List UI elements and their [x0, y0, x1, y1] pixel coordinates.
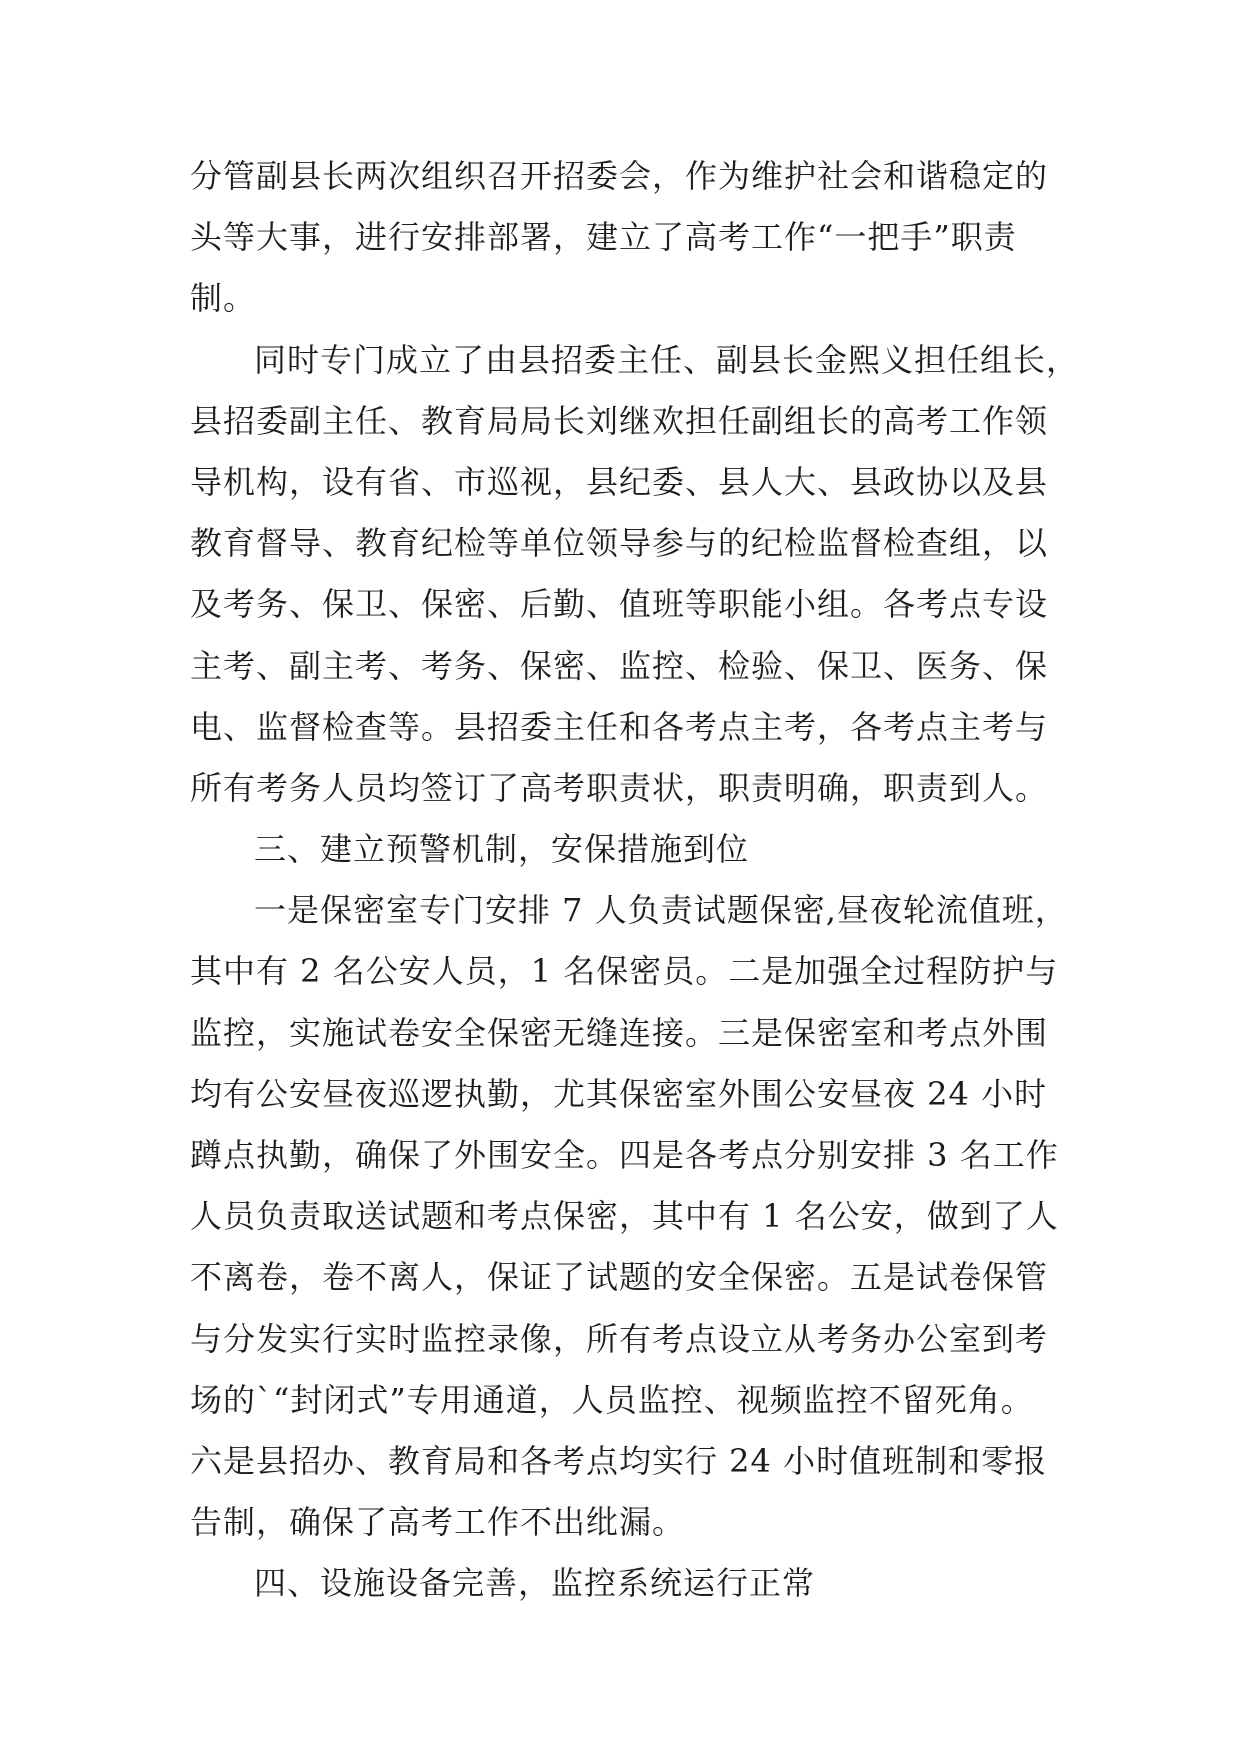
section-heading: 四、设施设备完善，监控系统运行正常	[254, 1564, 816, 1603]
text-line: 教育督导、教育纪检等单位领导参与的纪检监督检查组，以	[190, 524, 1049, 563]
text-line: 蹲点执勤，确保了外围安全。四是各考点分别安排 3 名工作	[190, 1136, 1059, 1174]
text-line: 与分发实行实时监控录像，所有考点设立从考务办公室到考	[190, 1319, 1049, 1358]
text-line: 告制，确保了高考工作不出纰漏。	[190, 1503, 686, 1542]
text-line: 所有考务人员均签订了高考职责状，职责明确，职责到人。	[190, 768, 1049, 807]
paragraph-start-line: 同时专门成立了由县招委主任、副县长金熙义担任组长，	[254, 340, 1080, 379]
text-line: 均有公安昼夜巡逻执勤，尤其保密室外围公安昼夜 24 小时	[190, 1074, 1048, 1113]
text-line: 主考、副主考、考务、保密、监控、检验、保卫、医务、保	[190, 646, 1049, 685]
text-line: 不离卷，卷不离人，保证了试题的安全保密。五是试卷保管	[190, 1258, 1049, 1297]
text-line: 其中有 2 名公安人员，1 名保密员。二是加强全过程防护与	[190, 952, 1059, 991]
text-line: 场的`“封闭式”专用通道，人员监控、视频监控不留死角。	[190, 1380, 1034, 1419]
text-line: 导机构，设有省、市巡视，县纪委、县人大、县政协以及县	[190, 462, 1049, 501]
section-heading: 三、建立预警机制，安保措施到位	[254, 830, 750, 869]
text-line: 制。	[190, 279, 257, 318]
text-line: 及考务、保卫、保密、后勤、值班等职能小组。各考点专设	[190, 585, 1049, 624]
text-line: 人员负责取送试题和考点保密，其中有 1 名公安，做到了人	[190, 1197, 1059, 1236]
text-line: 电、监督检查等。县招委主任和各考点主考，各考点主考与	[190, 707, 1049, 746]
text-line: 分管副县长两次组织召开招委会，作为维护社会和谐稳定的	[190, 157, 1049, 195]
paragraph-start-line: 一是保密室专门安排 7 人负责试题保密,昼夜轮流值班，	[254, 891, 1068, 930]
text-line: 监控，实施试卷安全保密无缝连接。三是保密室和考点外围	[190, 1013, 1049, 1052]
text-line: 头等大事，进行安排部署，建立了高考工作“一把手”职责	[190, 218, 1017, 257]
text-line: 县招委副主任、教育局局长刘继欢担任副组长的高考工作领	[190, 401, 1049, 440]
text-line: 六是县招办、教育局和各考点均实行 24 小时值班制和零报	[190, 1441, 1048, 1480]
body-text	[190, 146, 1080, 1615]
